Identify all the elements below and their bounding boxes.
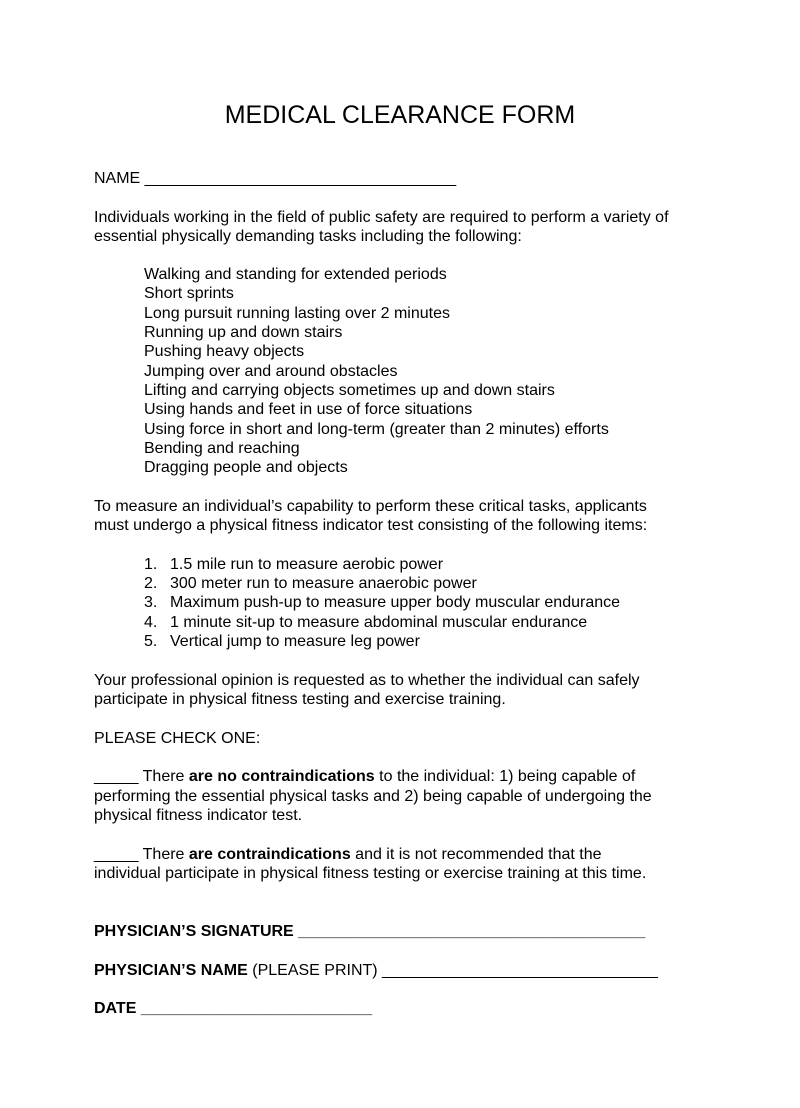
option-bold-text: are contraindications [188,846,351,863]
option-blank[interactable]: _____ There [94,846,189,863]
opinion-line-2: participate in physical fitness testing and exercise training. [94,691,506,708]
task-item: Using force in short and long-term (greater than 2 minutes) efforts [144,421,609,438]
option-contraindications-line-2: individual participate in physical fitness testing or exercise training at this time. [94,865,647,882]
option-no-contraindications-line-3: physical fitness indicator test. [94,807,303,824]
physician-name-label: PHYSICIAN’S NAME [94,962,248,979]
opinion-line-1: Your professional opinion is requested as to whether the individual can safely [94,672,640,689]
task-item: Bending and reaching [144,440,300,457]
form-title: MEDICAL CLEARANCE FORM [224,101,576,129]
test-item-number: 1. [144,556,158,573]
option-text: and it is not recommended that the [350,846,602,863]
test-item-text: Maximum push-up to measure upper body muscular endurance [170,594,621,611]
physician-signature-field[interactable]: PHYSICIAN’S SIGNATURE _______________________________________ [94,923,646,940]
measure-line-1: To measure an individual’s capability to perform these critical tasks, applicants [94,498,647,515]
test-item-number: 3. [144,594,158,611]
physician-name-field[interactable] [94,961,658,980]
physician-name-line[interactable]: (PLEASE PRINT) _______________________________ [247,962,658,979]
task-item: Using hands and feet in use of force situations [144,401,473,418]
test-item-number: 4. [144,614,158,631]
name-field[interactable]: NAME ___________________________________ [94,170,457,187]
test-item [144,555,443,574]
date-field[interactable]: DATE __________________________ [94,1000,373,1017]
task-item: Dragging people and objects [144,459,348,476]
option-no-contraindications-line-2: performing the essential physical tasks and 2) being capable of undergoing the [94,788,652,805]
option-text: to the individual: 1) being capable of [374,768,636,785]
test-item [144,613,587,632]
task-item: Jumping over and around obstacles [144,363,398,380]
task-item: Running up and down stairs [144,324,343,341]
option-no-contraindications[interactable] [94,767,635,786]
task-item: Walking and standing for extended periods [144,266,447,283]
option-contraindications[interactable] [94,845,602,864]
test-item [144,593,620,612]
test-item-text: 300 meter run to measure anaerobic power [170,575,477,592]
test-item-text: Vertical jump to measure leg power [170,633,420,650]
test-item-number: 5. [144,633,158,650]
task-item: Lifting and carrying objects sometimes up and down stairs [144,382,555,399]
intro-line-2: essential physically demanding tasks including the following: [94,228,522,245]
option-bold-text: are no contraindications [188,768,375,785]
test-item-text: 1 minute sit-up to measure abdominal muscular endurance [170,614,588,631]
intro-line-1: Individuals working in the field of public safety are required to perform a variety of [94,209,669,226]
test-item [144,574,477,593]
task-item: Short sprints [144,285,234,302]
test-item-text: 1.5 mile run to measure aerobic power [170,556,444,573]
check-one-heading: PLEASE CHECK ONE: [94,730,261,747]
test-item [144,632,420,651]
option-blank[interactable]: _____ There [94,768,189,785]
test-item-number: 2. [144,575,158,592]
task-item: Pushing heavy objects [144,343,305,360]
measure-line-2: must undergo a physical fitness indicator test consisting of the following items: [94,517,648,534]
task-item: Long pursuit running lasting over 2 minutes [144,305,450,322]
